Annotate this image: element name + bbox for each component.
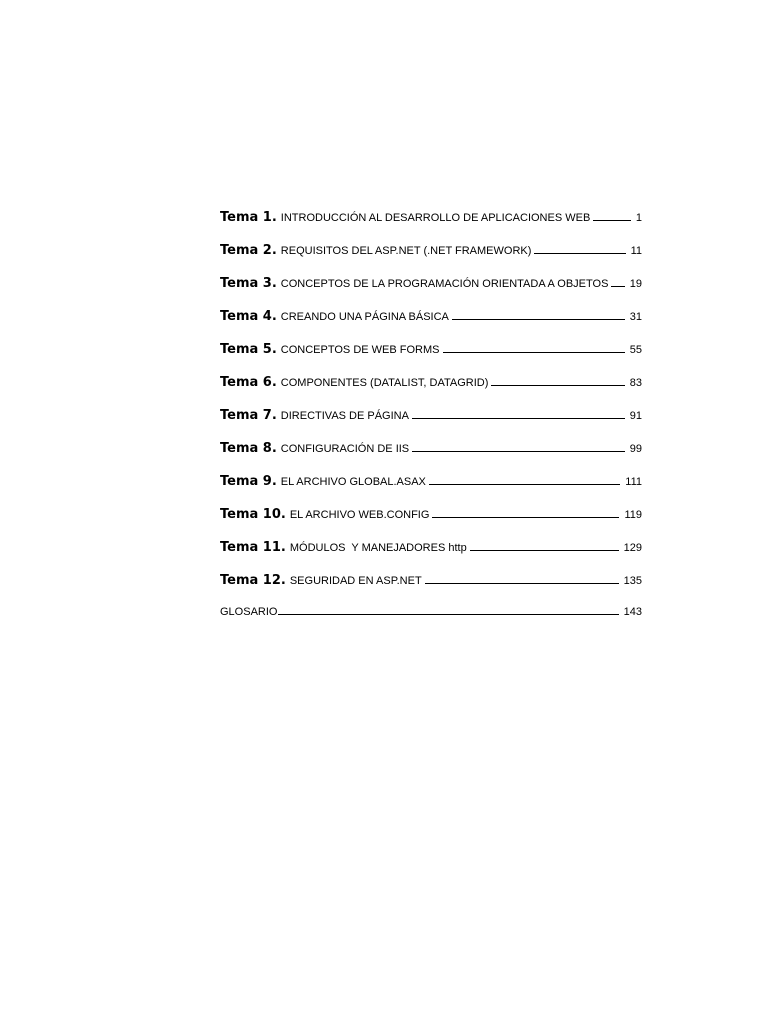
toc-leader-line [593, 220, 631, 221]
toc-leader-line [429, 484, 620, 485]
toc-leader-line [491, 385, 624, 386]
toc-entry-title: REQUISITOS DEL ASP.NET (.NET FRAMEWORK) [280, 245, 532, 257]
toc-leader-line [412, 451, 625, 452]
toc-leader-line [425, 583, 619, 584]
toc-entry-page: 119 [624, 509, 642, 521]
toc-entry-title: EL ARCHIVO WEB.CONFIG [289, 509, 430, 521]
toc-entry-label: Tema 2. [220, 243, 277, 258]
toc-entry-title: EL ARCHIVO GLOBAL.ASAX [280, 476, 426, 488]
toc-entry-label: Tema 4. [220, 309, 277, 324]
toc-entry-title: SEGURIDAD EN ASP.NET [289, 575, 422, 587]
toc-entry-title: GLOSARIO [220, 606, 278, 618]
toc-entry-title: COMPONENTES (DATALIST, DATAGRID) [280, 377, 489, 389]
toc-entry-label: Tema 12. [220, 573, 286, 588]
toc-entry-page: 11 [630, 245, 642, 257]
toc-entry-label: Tema 1. [220, 210, 277, 225]
toc-entry-page: 19 [629, 278, 642, 290]
toc-entry-page: 129 [623, 542, 642, 554]
toc-leader-line [452, 319, 625, 320]
toc-entry-page: 111 [625, 476, 642, 488]
toc-entry-label: Tema 6. [220, 375, 277, 390]
toc-entry-title: CONFIGURACIÓN DE IIS [280, 443, 410, 455]
toc-leader-line [611, 286, 624, 287]
toc-entry-tema-12 [220, 573, 642, 606]
toc-leader-line [278, 614, 618, 615]
table-of-contents [220, 210, 642, 639]
toc-entry-tema-8 [220, 441, 642, 474]
toc-entry-tema-4 [220, 309, 642, 342]
toc-entry-tema-5 [220, 342, 642, 375]
toc-entry-tema-3 [220, 276, 642, 309]
toc-entry-label: Tema 8. [220, 441, 277, 456]
toc-entry-tema-11 [220, 540, 642, 573]
toc-entry-title: CONCEPTOS DE LA PROGRAMACIÓN ORIENTADA A OBJETOS [280, 278, 609, 290]
toc-entry-tema-1 [220, 210, 642, 243]
toc-entry-page: 135 [623, 575, 642, 587]
toc-entry-label: Tema 9. [220, 474, 277, 489]
toc-entry-page: 91 [629, 410, 642, 422]
toc-entry-page: 1 [635, 212, 642, 224]
toc-leader-line [443, 352, 625, 353]
toc-entry-title: INTRODUCCIÓN AL DESARROLLO DE APLICACIONES WEB [280, 212, 591, 224]
toc-entry-page: 55 [629, 344, 642, 356]
toc-entry-tema-7 [220, 408, 642, 441]
toc-entry-label: Tema 11. [220, 540, 286, 555]
toc-entry-tema-9 [220, 474, 642, 507]
toc-entry-page: 83 [629, 377, 642, 389]
toc-entry-label: Tema 3. [220, 276, 277, 291]
toc-entry-page: 143 [623, 606, 642, 618]
toc-entry-tema-2 [220, 243, 642, 276]
toc-entry-title: CONCEPTOS DE WEB FORMS [280, 344, 440, 356]
toc-entry-glosario [220, 606, 642, 639]
toc-leader-line [470, 550, 619, 551]
toc-entry-label: Tema 7. [220, 408, 277, 423]
toc-leader-line [534, 253, 625, 254]
toc-entry-page: 99 [629, 443, 642, 455]
toc-entry-tema-10 [220, 507, 642, 540]
toc-entry-tema-6 [220, 375, 642, 408]
toc-entry-label: Tema 5. [220, 342, 277, 357]
toc-leader-line [432, 517, 619, 518]
toc-entry-title: CREANDO UNA PÁGINA BÁSICA [280, 311, 449, 323]
toc-entry-title: MÓDULOS Y MANEJADORES http [289, 542, 467, 554]
toc-entry-title: DIRECTIVAS DE PÁGINA [280, 410, 409, 422]
toc-leader-line [412, 418, 625, 419]
toc-entry-label: Tema 10. [220, 507, 286, 522]
toc-entry-page: 31 [629, 311, 642, 323]
